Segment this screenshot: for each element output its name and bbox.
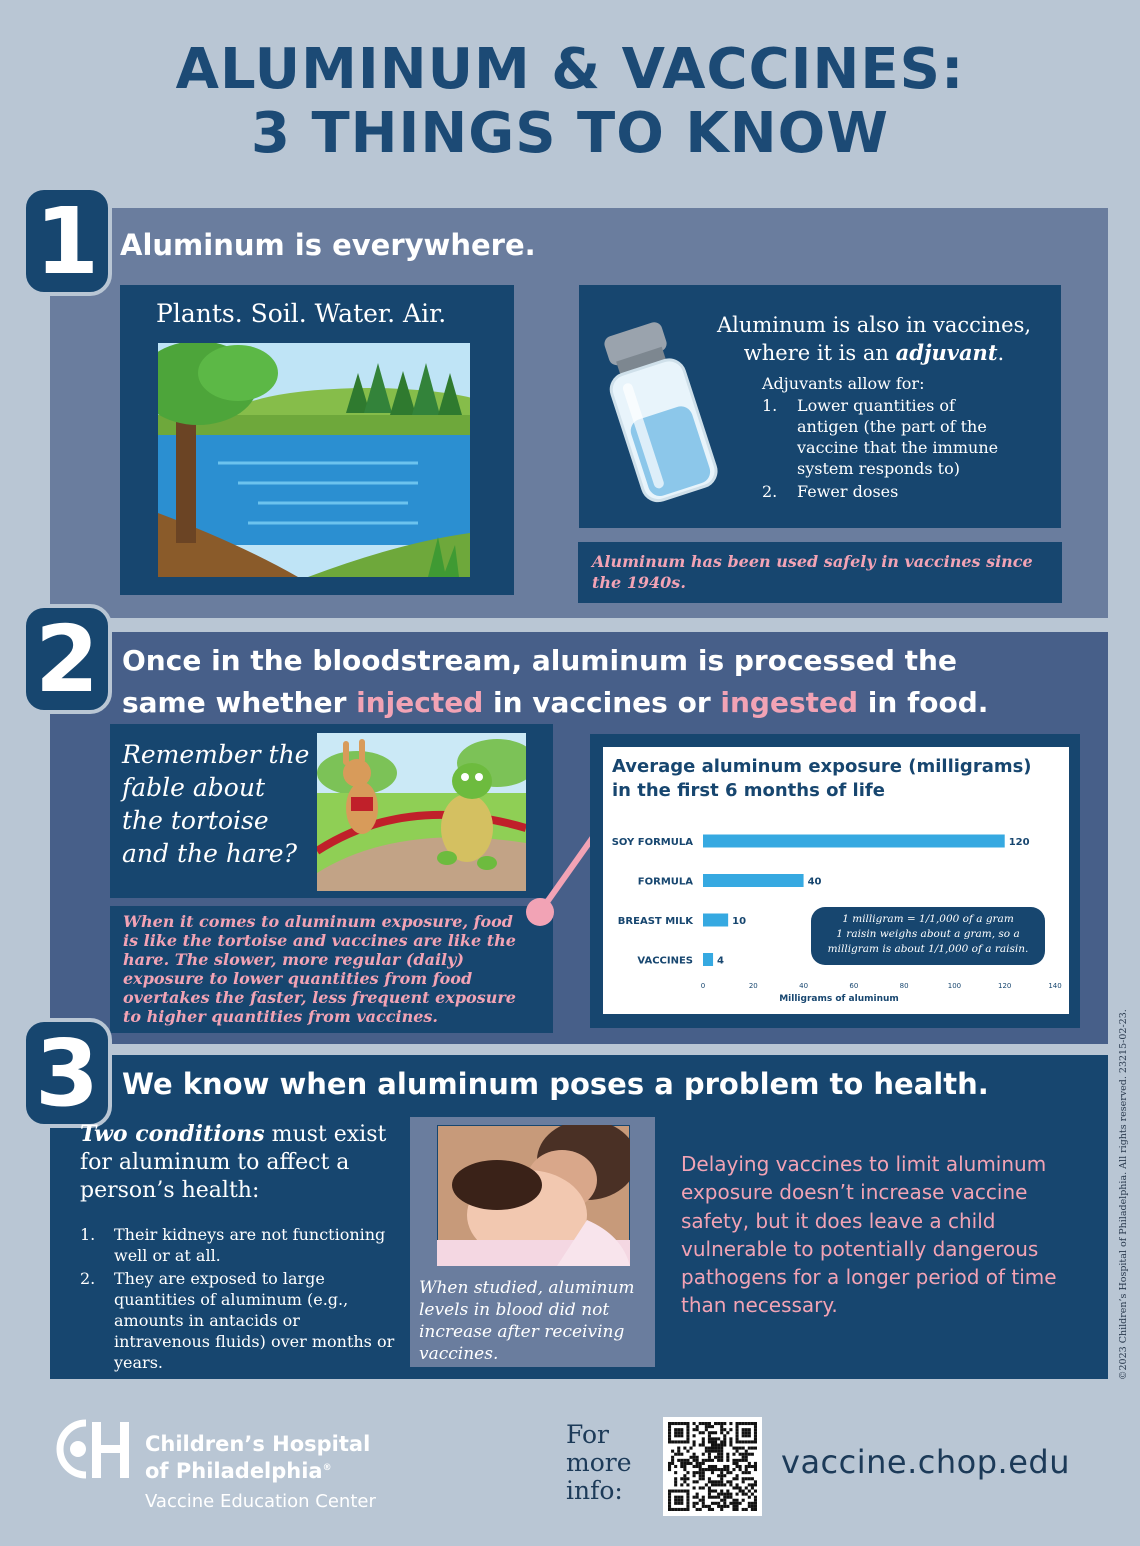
injected-word: injected [356, 686, 484, 719]
more-info-line: For [566, 1420, 609, 1449]
tick-label: 0 [700, 982, 706, 990]
page-title [0, 38, 1140, 166]
org-name-line-2 [145, 1456, 370, 1483]
section-2-heading [122, 640, 988, 724]
bar [703, 953, 713, 966]
chart-area [603, 747, 1069, 1014]
vaccine-text-period: . [997, 341, 1005, 365]
conditions-intro [80, 1120, 400, 1205]
list-item-number: 2. [80, 1269, 96, 1288]
chart-title-line-2: in the first 6 months of life [612, 780, 885, 801]
conditions-emphasis: Two conditions [80, 1121, 265, 1147]
conditions-rest: must exist for aluminum to affect a person’s health: [80, 1122, 387, 1203]
org-name [145, 1432, 370, 1483]
org-name-text: of Philadelphia [145, 1459, 323, 1483]
chart-title-line-1: Average aluminum exposure (milligrams) [612, 756, 1032, 777]
qr-code[interactable] [663, 1417, 762, 1516]
list-item-text: Fewer doses [797, 482, 899, 501]
fable-explanation: When it comes to aluminum exposure, food is like the tortoise and vaccines are like the hare. The slower, more regular (daily) exposure to lower quantities from food overtakes the faster, less frequent exposure to higher quantities from vaccines. [123, 912, 516, 1026]
tick-label: 120 [998, 982, 1012, 990]
title-line-2: 3 THINGS TO KNOW [251, 101, 889, 166]
registered-mark: ® [322, 1463, 332, 1473]
tick-label: 100 [947, 982, 962, 990]
tortoise-hare-illustration [317, 733, 526, 891]
vaccine-card [579, 285, 1061, 528]
section-3-number: 3 [22, 1018, 112, 1128]
list-item [80, 1268, 400, 1373]
callout-line-2: 1 raisin weighs about a gram, so a [836, 928, 1020, 940]
list-item-text: Their kidneys are not functioning well or at all. [114, 1225, 386, 1265]
landscape-card [120, 285, 514, 595]
data-label: 10 [732, 916, 747, 927]
tick-label: 20 [748, 982, 758, 990]
copyright: ©2023 Children’s Hospital of Philadelphia. All rights reserved. 23215-02-23. [1118, 1009, 1129, 1380]
callout-line-3: milligram is about 1/1,000 of a raisin. [827, 943, 1029, 955]
photo-caption: When studied, aluminum levels in blood did not increase after receiving vaccines. [419, 1278, 635, 1364]
adjuvants-list [762, 395, 1002, 502]
x-axis-label: Milligrams of aluminum [779, 994, 899, 1004]
tick-label: 80 [899, 982, 909, 990]
data-label: 4 [717, 955, 725, 967]
ingested-word: ingested [720, 686, 859, 719]
chart-title [612, 755, 1032, 803]
safety-note-box [578, 542, 1062, 603]
landscape-illustration [158, 343, 470, 577]
section-2-heading-line-2 [122, 682, 988, 724]
heading-part: in vaccines or [483, 686, 721, 719]
adjuvant-word: adjuvant [895, 340, 998, 365]
list-item-number: 1. [80, 1225, 96, 1244]
heading-part: in food. [858, 686, 989, 719]
chart-callout [811, 907, 1045, 965]
chop-logo-icon [56, 1418, 134, 1480]
section-2-heading-line-1: Once in the bloodstream, aluminum is processed the [122, 644, 957, 677]
vaccine-education-center: Vaccine Education Center [145, 1491, 376, 1512]
category-label: SOY FORMULA [611, 837, 693, 848]
landscape-caption: Plants. Soil. Water. Air. [156, 299, 447, 328]
org-name-line-1: Children’s Hospital [145, 1432, 371, 1456]
title-line-1: ALUMINUM & VACCINES: [175, 37, 965, 102]
conditions-list [80, 1224, 400, 1373]
list-item-number: 1. [762, 396, 778, 415]
fable-question: Remember the fable about the tortoise and the hare? [122, 740, 310, 868]
category-label: BREAST MILK [617, 916, 693, 927]
list-item-text: They are exposed to large quantities of aluminum (e.g., amounts in antacids or intravenous fluids) over months or years. [114, 1269, 395, 1372]
more-info-line: more [566, 1448, 632, 1477]
category-label: FORMULA [637, 876, 693, 888]
bar [703, 835, 1005, 848]
list-item [80, 1224, 400, 1266]
section-2-number: 2 [22, 604, 112, 714]
website-link[interactable]: vaccine.chop.edu [781, 1443, 1070, 1481]
tick-label: 40 [799, 982, 809, 990]
vaccine-text [699, 311, 1049, 367]
safety-note: Aluminum has been used safely in vaccines since the 1940s. [592, 552, 1033, 592]
mother-baby-photo [437, 1125, 630, 1266]
tick-label: 140 [1048, 982, 1062, 990]
data-label: 40 [807, 876, 822, 888]
qr-code-icon [668, 1422, 757, 1511]
fable-card [110, 724, 553, 898]
bar [703, 914, 728, 927]
heading-part: same whether [122, 686, 357, 719]
list-item [762, 481, 1002, 502]
photo-card [410, 1117, 655, 1367]
list-item-number: 2. [762, 482, 778, 501]
fable-explanation-box [110, 906, 553, 1033]
tick-label: 60 [849, 982, 859, 990]
data-label: 120 [1008, 837, 1030, 848]
category-label: VACCINES [637, 955, 693, 967]
list-item [762, 395, 1002, 479]
list-item-text: Lower quantities of antigen (the part of the vaccine that the immune system responds to) [797, 396, 999, 478]
adjuvants-intro: Adjuvants allow for: [762, 374, 925, 393]
section-1-heading: Aluminum is everywhere. [120, 228, 536, 262]
delay-text: Delaying vaccines to limit aluminum exposure doesn’t increase vaccine safety, but it does leave a child vulnerable to potentially dangerous pathogens for a longer period of time than necessary. [681, 1152, 1057, 1318]
vaccine-text-line-2 [699, 339, 1049, 367]
more-info-label [566, 1421, 632, 1505]
section-1-number: 1 [22, 186, 112, 296]
bar [703, 874, 804, 887]
vaccine-text-prefix: where it is an [743, 341, 889, 365]
vaccine-text-line-1: Aluminum is also in vaccines, [716, 313, 1032, 337]
section-3-heading: We know when aluminum poses a problem to health. [122, 1067, 989, 1101]
more-info-line: info: [566, 1476, 623, 1505]
callout-line-1: 1 milligram = 1/1,000 of a gram [842, 913, 1014, 925]
